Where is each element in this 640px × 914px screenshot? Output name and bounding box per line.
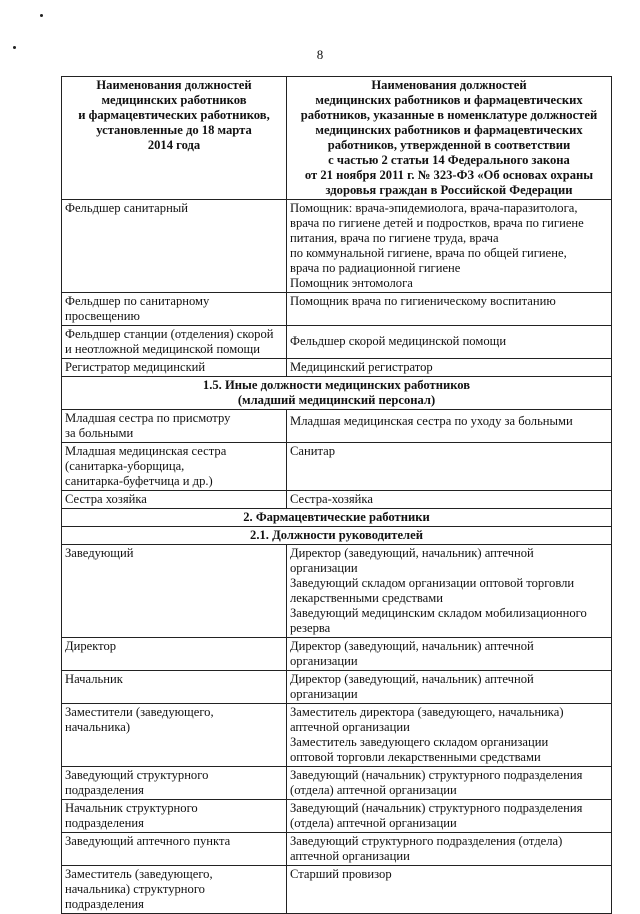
- section-heading: 2. Фармацевтические работники: [62, 509, 612, 527]
- table-row: [62, 359, 612, 377]
- table-row: [62, 671, 612, 704]
- old-title-cell: Директор: [62, 638, 287, 671]
- table-row: [62, 767, 612, 800]
- table-row: [62, 545, 612, 638]
- new-title-cell: Помощник врача по гигиеническому воспитанию: [287, 293, 612, 326]
- new-title-cell: Заведующий структурного подразделения (отдела) аптечной организации: [287, 833, 612, 866]
- old-title-cell: Фельдшер станции (отделения) скорой и неотложной медицинской помощи: [62, 326, 287, 359]
- new-title-cell: Фельдшер скорой медицинской помощи: [287, 326, 612, 359]
- new-title-cell: Директор (заведующий, начальник) аптечной организации: [287, 638, 612, 671]
- new-title-cell: Младшая медицинская сестра по уходу за больными: [287, 410, 612, 443]
- table-row: [62, 293, 612, 326]
- header-old-titles: Наименования должностей медицинских работников и фармацевтических работников, установленные до 18 марта 2014 года: [62, 77, 287, 200]
- scan-speck: [40, 14, 43, 17]
- old-title-cell: Заведующий структурного подразделения: [62, 767, 287, 800]
- table-row: [62, 200, 612, 293]
- new-title-cell: Сестра-хозяйка: [287, 491, 612, 509]
- section-heading-row: [62, 377, 612, 410]
- table-row: [62, 866, 612, 914]
- section-heading-row: [62, 527, 612, 545]
- table-row: [62, 833, 612, 866]
- section-heading-row: [62, 509, 612, 527]
- old-title-cell: Фельдшер санитарный: [62, 200, 287, 293]
- new-title-cell: Помощник: врача-эпидемиолога, врача-паразитолога, врача по гигиене детей и подростков, врача по гигиене питания, врача по гигиене труда, врача по коммунальной гигиене, врача по общей гигиене, врача по радиационной гигиене Помощник энтомолога: [287, 200, 612, 293]
- page-number: 8: [316, 47, 324, 62]
- section-heading: 1.5. Иные должности медицинских работников (младший медицинский персонал): [62, 377, 612, 410]
- old-title-cell: Младшая сестра по присмотру за больными: [62, 410, 287, 443]
- old-title-cell: Младшая медицинская сестра (санитарка-уборщица, санитарка-буфетчица и др.): [62, 443, 287, 491]
- old-title-cell: Заместители (заведующего, начальника): [62, 704, 287, 767]
- old-title-cell: Заведующий аптечного пункта: [62, 833, 287, 866]
- old-title-cell: Фельдшер по санитарному просвещению: [62, 293, 287, 326]
- new-title-cell: Заместитель директора (заведующего, начальника) аптечной организации Заместитель заведующего складом организации оптовой торговли лекарственными средствами: [287, 704, 612, 767]
- table-row: [62, 410, 612, 443]
- new-title-cell: Заведующий (начальник) структурного подразделения (отдела) аптечной организации: [287, 800, 612, 833]
- new-title-cell: Директор (заведующий, начальник) аптечной организации: [287, 671, 612, 704]
- new-title-cell: Заведующий (начальник) структурного подразделения (отдела) аптечной организации: [287, 767, 612, 800]
- old-title-cell: Сестра хозяйка: [62, 491, 287, 509]
- new-title-cell: Старший провизор: [287, 866, 612, 914]
- new-title-cell: Медицинский регистратор: [287, 359, 612, 377]
- header-row: [62, 77, 612, 200]
- positions-table: [61, 76, 612, 914]
- table-row: [62, 491, 612, 509]
- new-title-cell: Директор (заведующий, начальник) аптечной организации Заведующий складом организации оптовой торговли лекарственными средствами Заведующий медицинским складом мобилизационного резерва: [287, 545, 612, 638]
- old-title-cell: Начальник структурного подразделения: [62, 800, 287, 833]
- table-row: [62, 326, 612, 359]
- table-row: [62, 443, 612, 491]
- old-title-cell: Начальник: [62, 671, 287, 704]
- old-title-cell: Заместитель (заведующего, начальника) структурного подразделения: [62, 866, 287, 914]
- section-heading: 2.1. Должности руководителей: [62, 527, 612, 545]
- new-title-cell: Санитар: [287, 443, 612, 491]
- table-row: [62, 638, 612, 671]
- header-new-titles: Наименования должностей медицинских работников и фармацевтических работников, указанные в номенклатуре должностей медицинских работников и фармацевтических работников, утвержденной в соответствии с частью 2 статьи 14 Федерального закона от 21 ноября 2011 г. № 323-ФЗ «Об основах охраны здоровья граждан в Российской Федерации: [287, 77, 612, 200]
- table-row: [62, 704, 612, 767]
- old-title-cell: Заведующий: [62, 545, 287, 638]
- table-row: [62, 800, 612, 833]
- old-title-cell: Регистратор медицинский: [62, 359, 287, 377]
